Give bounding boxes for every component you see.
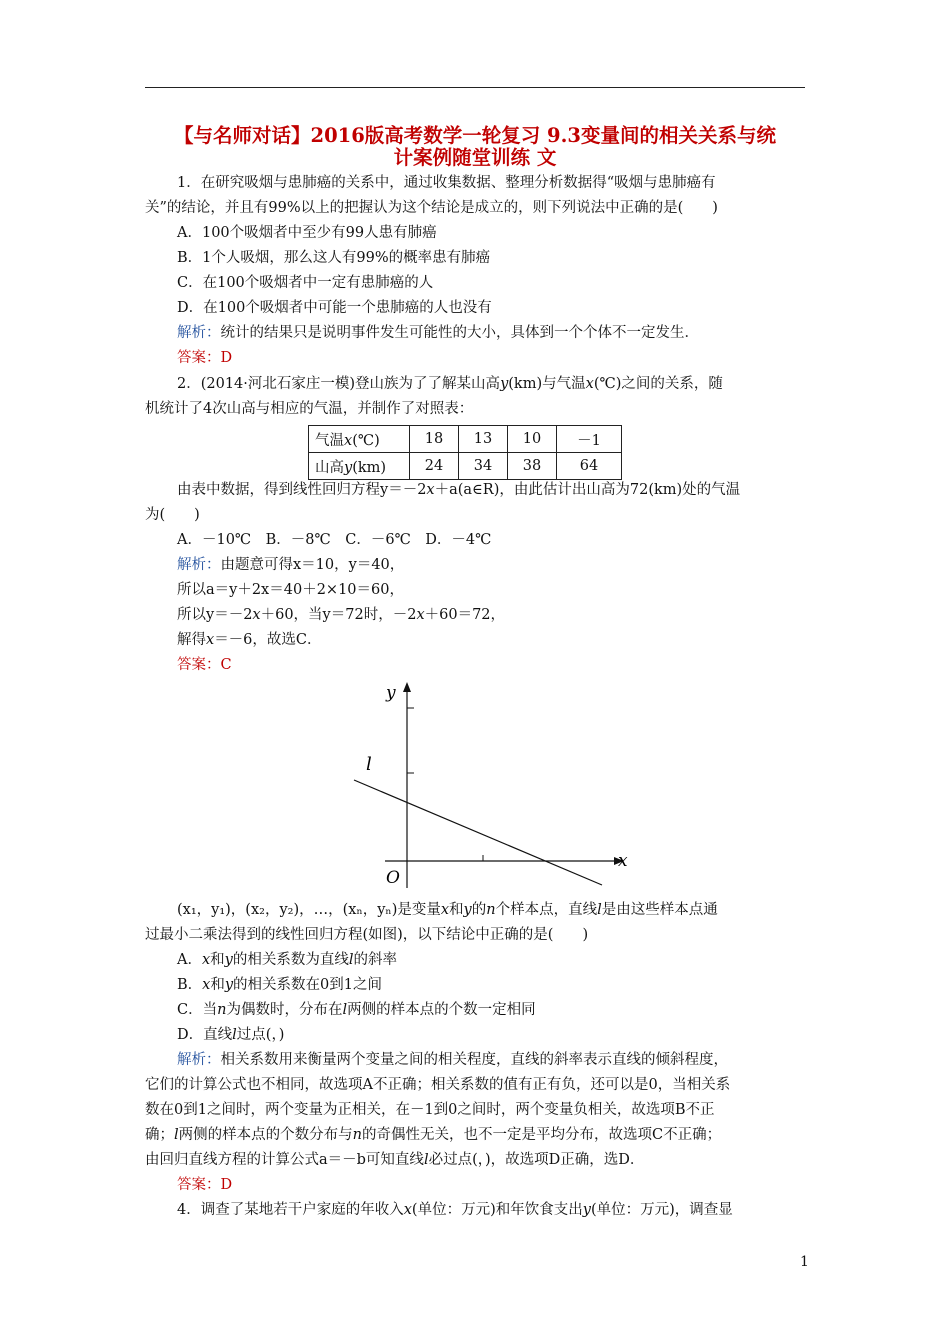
table-cell: －1 (557, 426, 622, 453)
q3-stem-1f: 是由这些样本点通 (601, 902, 718, 918)
q2-after-1: 由表中数据，得到线性回归方程y＝－2x＋a(a∈R)，由此估计出山高为72(km)处的气温 (177, 482, 741, 498)
q4-stem: 4．调查了某地若干户家庭的年收入x(单位：万元)和年饮食支出y(单位：万元)，调查显 (177, 1202, 733, 1218)
x-axis-label: x (618, 851, 628, 871)
table-cell: 10 (508, 426, 557, 453)
q3-stem-1: (x₁，y₁)，(x₂，y₂)，…，(xₙ，yₙ)是变量x和y的n个样本点，直线l是由这些样本点通 (177, 902, 718, 918)
q3-analysis-5a: 由回归直线方程的计算公式a＝－b可知直线 (145, 1152, 424, 1168)
q3-option-b-text: 的相关系数在0到1之间 (233, 977, 382, 993)
analysis-label: 解析： (177, 325, 221, 341)
table-cell: 24 (410, 453, 459, 480)
table-row (309, 453, 622, 480)
q2-analysis-2: 所以a＝y＋2x＝40＋2×10＝60， (177, 582, 404, 598)
q3-analysis-5b: 必过点(，)，故选项D正确，选D． (428, 1152, 645, 1168)
q3-option-a-text: 的相关系数为直线 (232, 952, 349, 968)
q3-stem-1e: 个样本点，直线 (495, 902, 598, 918)
q2-stem-1b: (km)与气温 (508, 376, 586, 392)
q2-analysis-3: 所以y＝－2x＋60，当y＝72时，－2x＋60＝72， (177, 607, 506, 623)
q3-analysis-3: 数在0到1之间时，两个变量为正相关，在－1到0之间时，两个变量负相关，故选项B不正 (145, 1102, 715, 1118)
q2-analysis-3a: 所以y＝－2 (177, 607, 253, 623)
q2-analysis-1 (177, 556, 404, 574)
table-row (309, 426, 622, 453)
q3-option-d: D．直线l过点(，) (177, 1027, 285, 1043)
q2-stem-2: 机统计了4次山高与相应的气温，并制作了对照表： (145, 401, 474, 417)
q3-option-c-a: C．当 (177, 1002, 218, 1018)
q1-option-a: A．100个吸烟者中至少有99人患有肺癌 (177, 225, 437, 241)
q2-analysis-4: 解得x＝－6，故选C． (177, 632, 322, 648)
q3-stem-1c: 和 (449, 902, 464, 918)
q1-option-c: C．在100个吸烟者中一定有患肺癌的人 (177, 275, 434, 291)
q3-analysis-2: 它们的计算公式也不相同，故选项A不正确；相关系数的值有正有负，还可以是0，当相关系 (145, 1077, 731, 1093)
q4-stem-b: (单位：万元)和年饮食支出 (411, 1202, 583, 1218)
q3-option-b: B．x和y的相关系数在0到1之间 (177, 977, 382, 993)
q1-answer: 答案：D (177, 350, 233, 366)
q2-analysis-4b: ＝－6，故选C． (214, 632, 322, 648)
row-label-text: 气温 (315, 432, 344, 449)
q3-analysis-4: 确；l两侧的样本点的个数分布与n的奇偶性无关，也不一定是平均分布，故选项C不正确； (145, 1127, 722, 1143)
analysis-label: 解析： (177, 1052, 221, 1068)
q3-option-c: C．当n为偶数时，分布在l两侧的样本点的个数一定相同 (177, 1002, 536, 1018)
q3-analysis-4b: 两侧的样本点的个数分布与 (178, 1127, 353, 1143)
q3-points: (x₁，y₁)，(x₂，y₂)，…，(xₙ，yₙ) (177, 902, 398, 918)
table-cell: 64 (557, 453, 622, 480)
q1-stem-1: 1．在研究吸烟与患肺癌的关系中，通过收集数据、整理分析数据得“吸烟与患肺癌有 (177, 175, 716, 191)
table-row-label: 气温x(℃) (309, 426, 410, 453)
line-label: l (366, 754, 372, 775)
q3-option-c-b: 为偶数时，分布在 (226, 1002, 343, 1018)
table-row-label: 山高y(km) (309, 453, 410, 480)
table-cell: 13 (459, 426, 508, 453)
q2-analysis-3c: ＋60＝72， (424, 607, 506, 623)
table-cell: 18 (410, 426, 459, 453)
regression-graph (350, 678, 640, 893)
q2-after-1b: ＋a(a∈R)，由此估计出山高为72(km)处的气温 (434, 482, 741, 498)
q3-analysis-4c: 的奇偶性无关，也不一定是平均分布，故选项C不正确； (361, 1127, 722, 1143)
q4-stem-c: (单位：万元)，调查显 (590, 1202, 733, 1218)
q2-stem-1: 2．(2014·河北石家庄一模)登山族为了了解某山高y(km)与气温x(℃)之间的关系，随 (177, 376, 723, 392)
page-title (138, 125, 812, 169)
q3-analysis-4a: 确； (145, 1127, 174, 1143)
q2-after-1a: 由表中数据，得到线性回归方程y＝－2 (177, 482, 427, 498)
title-line-2: 计案例随堂训练 文 (393, 146, 557, 169)
table-cell: 38 (508, 453, 557, 480)
q1-analysis-text: 统计的结果只是说明事件发生可能性的大小，具体到一个个体不一定发生． (220, 325, 699, 341)
q2-analysis-4a: 解得 (177, 632, 206, 648)
q3-analysis-text-1: 相关系数用来衡量两个变量之间的相关程度，直线的斜率表示直线的倾斜程度， (220, 1052, 728, 1068)
q2-options: A．－10℃ B．－8℃ C．－6℃ D．－4℃ (177, 532, 492, 548)
row-label-unit: (km) (352, 459, 387, 476)
title-line-1: 【与名师对话】2016版高考数学一轮复习 9.3变量间的相关关系与统 (174, 124, 776, 147)
q3-option-d-a: D．直线 (177, 1027, 233, 1043)
q3-stem-2: 过最小二乘法得到的线性回归方程(如图)，以下结论中正确的是( ) (145, 927, 589, 943)
q2-analysis-3b: ＋60，当y＝72时，－2 (260, 607, 417, 623)
q2-after-2: 为( ) (145, 507, 200, 523)
row-label-text: 山高 (315, 459, 344, 476)
q3-analysis-1 (177, 1051, 728, 1069)
y-axis-arrow-icon (403, 682, 411, 692)
q1-stem-2: 关”的结论，并且有99%以上的把握认为这个结论是成立的，则下列说法中正确的是( ) (145, 200, 718, 216)
q3-stem-1d: 的 (471, 902, 487, 918)
data-table (308, 425, 622, 480)
table-cell: 34 (459, 453, 508, 480)
q2-analysis-text-1: 由题意可得x＝10，y＝40， (220, 557, 405, 573)
q2-answer: 答案：C (177, 657, 232, 673)
q2-stem-1c: (℃)之间的关系，随 (593, 376, 723, 392)
q3-analysis-5: 由回归直线方程的计算公式a＝－b可知直线l必过点(，)，故选项D正确，选D． (145, 1152, 645, 1168)
q3-stem-1b: 是变量 (397, 902, 441, 918)
q3-option-a: A．x和y的相关系数为直线l的斜率 (177, 952, 398, 968)
q1-option-b: B．1个人吸烟，那么这人有99%的概率患有肺癌 (177, 250, 491, 266)
analysis-label: 解析： (177, 557, 221, 573)
y-axis-label: y (386, 683, 396, 703)
q1-analysis (177, 324, 699, 342)
q4-stem-a: 4．调查了某地若干户家庭的年收入 (177, 1202, 404, 1218)
q2-stem-1a: 2．(2014·河北石家庄一模)登山族为了了解某山高 (177, 376, 501, 392)
page-number: 1 (800, 1254, 809, 1270)
q3-option-a-end: 的斜率 (353, 952, 398, 968)
q3-option-c-c: 两侧的样本点的个数一定相同 (347, 1002, 536, 1018)
origin-label: O (386, 868, 400, 888)
header-rule (145, 87, 805, 88)
q3-option-d-b: 过点(，) (236, 1027, 285, 1043)
q1-option-d: D．在100个吸烟者中可能一个患肺癌的人也没有 (177, 300, 492, 316)
row-label-unit: (℃) (352, 432, 380, 449)
q3-answer: 答案：D (177, 1177, 233, 1193)
